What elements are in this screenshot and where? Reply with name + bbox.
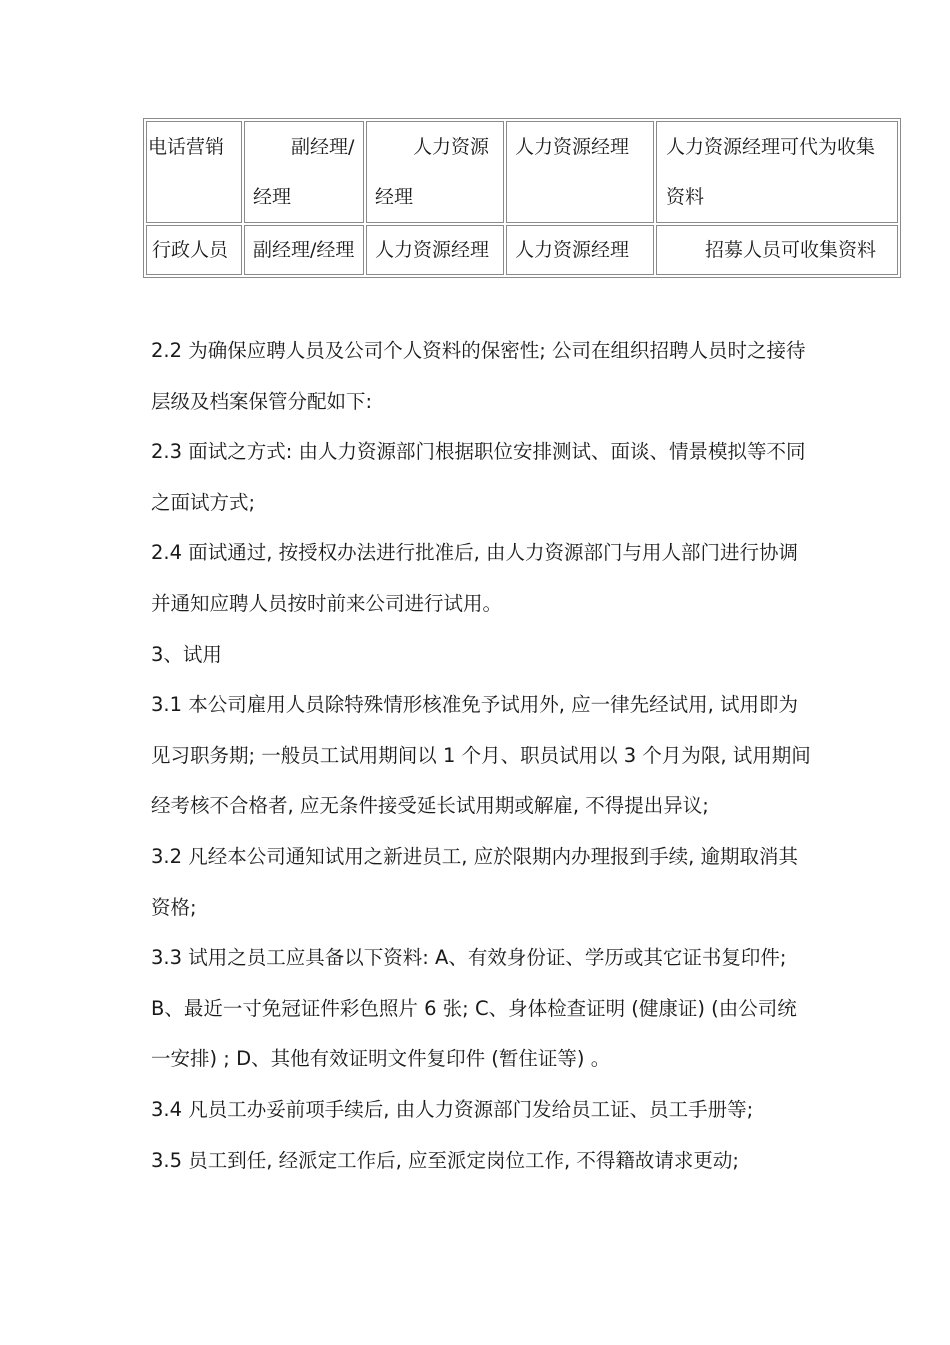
cell-text: 电话营销: [148, 136, 225, 158]
table-row: [146, 121, 898, 223]
paragraph: 3.4 凡员工办妥前项手续后, 由人力资源部门发给员工证、员工手册等;: [151, 1097, 754, 1121]
paragraph: 3.3 试用之员工应具备以下资料: A、有效身份证、学历或其它证书复印件; B、最近一寸免冠证件彩色照片 6 张; C、身体检查证明 (健康证) (由公司统一安排) ; D、其他有效证明文件复印件 (暂住证等) 。: [151, 946, 797, 1071]
cell-text: 人力资源经理: [515, 239, 630, 261]
paragraph: 2.3 面试之方式: 由人力资源部门根据职位安排测试、面谈、情景模拟等不同之面试方式;: [151, 440, 806, 514]
cell-text: 行政人员: [152, 239, 229, 261]
table-cell: [506, 225, 654, 275]
table-cell: [656, 121, 898, 223]
paragraph: 2.4 面试通过, 按授权办法进行批准后, 由人力资源部门与用人部门进行协调并通知应聘人员按时前来公司进行试用。: [151, 541, 799, 615]
table-row: [146, 225, 898, 275]
table-cell: [244, 121, 364, 223]
table-cell: [146, 225, 242, 275]
cell-text: 人力资源经理: [515, 136, 630, 158]
paragraph: 3.1 本公司雇用人员除特殊情形核准免予试用外, 应一律先经试用, 试用即为见习职务期; 一般员工试用期间以 1 个月、职员试用以 3 个月为限, 试用期间经考核不合格者, 应无条件接受延长试用期或解雇, 不得提出异议;: [151, 693, 811, 818]
table-cell: [366, 121, 504, 223]
paragraph: 3.5 员工到任, 经派定工作后, 应至派定岗位工作, 不得籍故请求更动;: [151, 1148, 739, 1172]
paragraph: 2.2 为确保应聘人员及公司个人资料的保密性; 公司在组织招聘人员时之接待层级及档案保管分配如下:: [151, 339, 806, 413]
table-cell: [244, 225, 364, 275]
cell-text: 副经理/经理: [253, 239, 355, 261]
table-cell: [146, 121, 242, 223]
table-cell: [506, 121, 654, 223]
document-body: [151, 326, 811, 1186]
table-cell: [366, 225, 504, 275]
cell-text: 副经理/经理: [253, 136, 355, 208]
cell-text: 人力资源经理: [375, 239, 490, 261]
approval-table: [143, 118, 901, 278]
table-cell: [656, 225, 898, 275]
cell-text: 招募人员可收集资料: [705, 239, 877, 261]
cell-text: 人力资源经理: [375, 136, 490, 208]
cell-text: 人力资源经理可代为收集资料: [666, 136, 876, 208]
paragraph: 3.2 凡经本公司通知试用之新进员工, 应於限期内办理报到手续, 逾期取消其资格;: [151, 844, 799, 919]
section-heading: 3、试用: [151, 642, 222, 666]
